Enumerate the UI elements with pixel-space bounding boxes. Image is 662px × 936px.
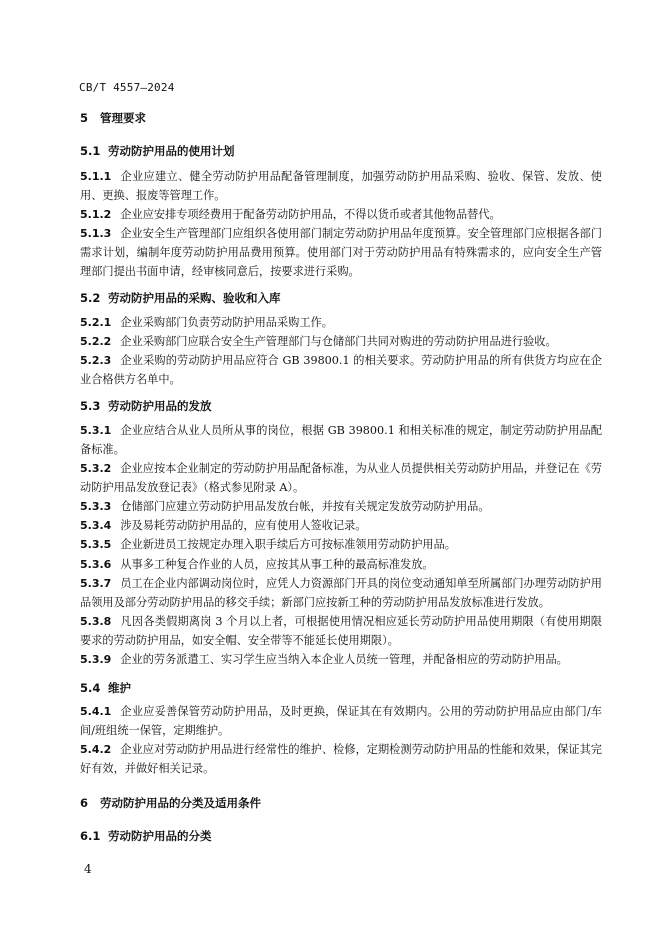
clause-5-4-1: [80, 702, 602, 740]
clause-5-3-3: [80, 497, 602, 516]
clause-5-3-4: [80, 516, 602, 535]
clause-5-3-2: [80, 459, 602, 497]
clause-number: 5.2.2: [80, 335, 112, 348]
heading-title: 劳动防护用品的分类: [108, 829, 212, 843]
clause-5-3-1: [80, 421, 602, 459]
clause-number: 5.3.6: [80, 558, 112, 571]
clause-text: 企业采购部门负责劳动防护用品采购工作。: [120, 316, 333, 329]
heading-number: 6: [80, 796, 89, 810]
clause-text: 企业安全生产管理部门应组织各使用部门制定劳动防护用品年度预算。安全管理部门应根据各部门需求计划，编制年度劳动防护用品费用预算。使用部门对于劳动防护用品有特殊需求的，应向安全生产管理部门提出书面申请，经审核同意后，按要求进行采购。: [80, 227, 602, 278]
heading-5-3: [80, 398, 212, 414]
clause-5-3-7: [80, 574, 602, 612]
heading-number: 5.4: [80, 681, 101, 695]
heading-6: [80, 795, 261, 811]
heading-number: 5.3: [80, 399, 101, 413]
clause-number: 5.2.3: [80, 354, 112, 367]
clause-text: 企业的劳务派遣工、实习学生应当纳入本企业人员统一管理，并配备相应的劳动防护用品。: [120, 653, 568, 666]
clause-number: 5.3.3: [80, 500, 112, 513]
heading-title: 劳动防护用品的发放: [108, 399, 212, 413]
clause-number: 5.1.3: [80, 227, 112, 240]
heading-5: [80, 110, 146, 126]
clause-text: 企业应建立、健全劳动防护用品配备管理制度，加强劳动防护用品采购、验收、保管、发放、使用、更换、报废等管理工作。: [80, 170, 602, 202]
clause-number: 5.3.7: [80, 577, 112, 590]
clause-5-1-2: [80, 205, 602, 224]
clause-text: 涉及易耗劳动防护用品的，应有使用人签收记录。: [120, 519, 367, 532]
clause-5-2-1: [80, 313, 602, 332]
clause-text: 企业应妥善保管劳动防护用品，及时更换，保证其在有效期内。公用的劳动防护用品应由部门/车间/班组统一保管，定期维护。: [80, 705, 602, 737]
heading-5-4: [80, 680, 131, 696]
clause-5-3-9: [80, 650, 602, 669]
clause-text: 企业采购部门应联合安全生产管理部门与仓储部门共同对购进的劳动防护用品进行验收。: [120, 335, 557, 348]
clause-text: 凡因各类假期离岗 3 个月以上者，可根据使用情况相应延长劳动防护用品使用期限（有使用期限要求的劳动防护用品，如安全帽、安全带等不能延长使用期限）。: [80, 615, 602, 647]
clause-text: 员工在企业内部调动岗位时，应凭人力资源部门开具的岗位变动通知单至所属部门办理劳动防护用品领用及部分劳动防护用品的移交手续；新部门应按新工种的劳动防护用品发放标准进行发放。: [80, 577, 602, 609]
heading-number: 6.1: [80, 829, 101, 843]
heading-6-1: [80, 828, 212, 844]
clause-5-3-6: [80, 555, 602, 574]
heading-title: 劳动防护用品的分类及适用条件: [100, 796, 261, 810]
clause-5-3-8: [80, 612, 602, 650]
clause-text: 仓储部门应建立劳动防护用品发放台帐，并按有关规定发放劳动防护用品。: [120, 500, 490, 513]
page-number: 4: [84, 862, 92, 876]
heading-title: 维护: [108, 681, 131, 695]
heading-title: 劳动防护用品的使用计划: [108, 144, 235, 158]
clause-5-1-3: [80, 224, 602, 281]
clause-number: 5.1.1: [80, 170, 112, 183]
clause-number: 5.3.5: [80, 538, 112, 551]
clause-text: 企业应安排专项经费用于配备劳动防护用品，不得以货币或者其他物品替代。: [120, 208, 501, 221]
clause-number: 5.3.1: [80, 424, 112, 437]
clause-number: 5.3.8: [80, 615, 112, 628]
clause-text: 企业应对劳动防护用品进行经常性的维护、检修，定期检测劳动防护用品的性能和效果，保证其完好有效，并做好相关记录。: [80, 743, 602, 775]
clause-5-2-2: [80, 332, 602, 351]
clause-5-2-3: [80, 351, 602, 389]
heading-number: 5: [80, 111, 89, 125]
clause-number: 5.4.1: [80, 705, 112, 718]
standard-number: CB/T 4557—2024: [79, 81, 175, 94]
heading-5-1: [80, 143, 235, 159]
clause-number: 5.3.4: [80, 519, 112, 532]
clause-text: 企业采购的劳动防护用品应符合 GB 39800.1 的相关要求。劳动防护用品的所有供货方均应在企业合格供方名单中。: [80, 354, 602, 386]
clause-5-4-2: [80, 740, 602, 778]
heading-title: 劳动防护用品的采购、验收和入库: [108, 291, 281, 305]
clause-text: 企业应按本企业制定的劳动防护用品配备标准，为从业人员提供相关劳动防护用品，并登记在《劳动防护用品发放登记表》（格式参见附录 A）。: [80, 462, 602, 494]
clause-5-3-5: [80, 535, 602, 554]
clause-number: 5.4.2: [80, 743, 112, 756]
clause-number: 5.3.9: [80, 653, 112, 666]
heading-number: 5.2: [80, 291, 101, 305]
clause-number: 5.2.1: [80, 316, 112, 329]
clause-text: 企业新进员工按规定办理入职手续后方可按标准领用劳动防护用品。: [120, 538, 456, 551]
clause-text: 企业应结合从业人员所从事的岗位，根据 GB 39800.1 和相关标准的规定，制定劳动防护用品配备标准。: [80, 424, 602, 456]
clause-number: 5.1.2: [80, 208, 112, 221]
clause-text: 从事多工种复合作业的人员，应按其从事工种的最高标准发放。: [120, 558, 434, 571]
heading-title: 管理要求: [100, 111, 146, 125]
clause-5-1-1: [80, 167, 602, 205]
clause-number: 5.3.2: [80, 462, 112, 475]
heading-number: 5.1: [80, 144, 101, 158]
heading-5-2: [80, 290, 281, 306]
